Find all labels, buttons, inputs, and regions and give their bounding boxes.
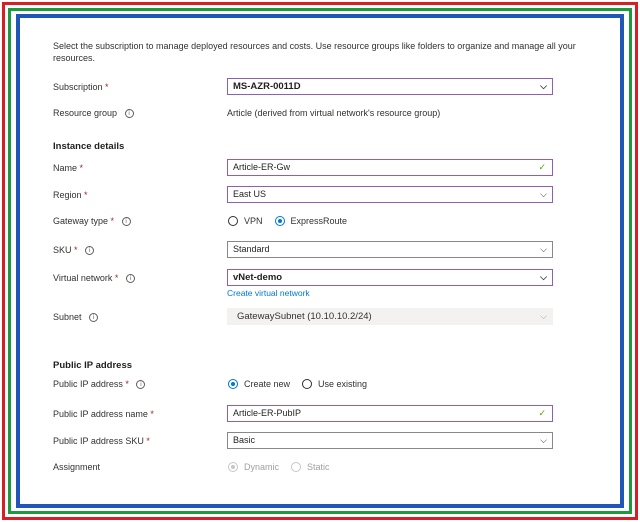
info-icon[interactable]: i — [122, 217, 131, 226]
radio-circle-icon — [228, 216, 238, 226]
subnet-label: Subnet — [53, 312, 82, 322]
region-row — [20, 185, 620, 205]
instance-details-heading: Instance details — [53, 141, 125, 152]
info-icon[interactable]: i — [89, 313, 98, 322]
name-value: Article-ER-Gw — [233, 162, 291, 172]
radio-static — [291, 462, 330, 472]
virtual-network-dropdown[interactable] — [227, 269, 553, 286]
radio-dynamic — [228, 462, 279, 472]
public-ip-name-input[interactable] — [227, 405, 553, 422]
resource-group-label: Resource group — [53, 108, 118, 118]
required-mark: * — [74, 245, 78, 255]
chevron-down-icon: ⌵ — [540, 272, 547, 282]
sku-value: Standard — [233, 244, 270, 254]
public-ip-name-label: Public IP address name — [53, 409, 148, 419]
chevron-down-icon: ⌵ — [540, 435, 547, 445]
required-mark: * — [125, 379, 129, 389]
sku-row — [20, 240, 620, 260]
radio-use-existing[interactable] — [302, 379, 367, 389]
gateway-type-label: Gateway type — [53, 216, 109, 226]
virtual-network-value: vNet-demo — [233, 272, 283, 283]
public-ip-label: Public IP address — [53, 379, 123, 389]
radio-expressroute[interactable] — [275, 216, 348, 226]
assignment-row — [20, 457, 620, 477]
virtual-network-label: Virtual network — [53, 273, 113, 283]
subnet-value: GatewaySubnet (10.10.10.2/24) — [237, 311, 372, 322]
sku-dropdown[interactable] — [227, 241, 553, 258]
public-ip-heading: Public IP address — [53, 360, 133, 371]
virtual-network-row — [20, 268, 620, 288]
public-ip-sku-label: Public IP address SKU — [53, 436, 144, 446]
chevron-down-icon: ⌵ — [540, 244, 547, 254]
public-ip-name-value: Article-ER-PubIP — [233, 408, 302, 418]
public-ip-sku-row — [20, 431, 620, 451]
name-input[interactable] — [227, 159, 553, 176]
name-label: Name — [53, 163, 78, 173]
radio-use-existing-label: Use existing — [318, 379, 368, 389]
info-icon[interactable]: i — [125, 109, 134, 118]
check-icon: ✓ — [538, 162, 546, 172]
radio-circle-icon — [291, 462, 301, 472]
gateway-type-row — [20, 211, 620, 231]
required-mark: * — [114, 273, 119, 283]
subscription-label: Subscription — [53, 82, 103, 92]
radio-selected-icon — [275, 216, 285, 226]
chevron-down-icon: ⌵ — [540, 81, 547, 91]
region-dropdown[interactable] — [227, 186, 553, 203]
public-ip-sku-value: Basic — [233, 435, 256, 445]
info-icon[interactable]: i — [85, 246, 94, 255]
required-mark: * — [105, 82, 109, 92]
name-row — [20, 158, 620, 178]
region-label: Region — [53, 190, 82, 200]
assignment-radio-group — [228, 457, 342, 477]
radio-selected-icon — [228, 462, 238, 472]
radio-vpn[interactable] — [228, 216, 263, 226]
subscription-row — [20, 77, 620, 97]
radio-create-new-label: Create new — [244, 379, 291, 389]
intro-text: Select the subscription to manage deployed resources and costs. Use resource groups like folders to organize and manage all your resources. — [53, 41, 576, 63]
required-mark: * — [150, 409, 154, 419]
radio-expressroute-label: ExpressRoute — [290, 216, 348, 226]
radio-static-label: Static — [307, 462, 330, 472]
required-mark: * — [79, 163, 84, 173]
region-value: East US — [233, 189, 267, 199]
required-mark: * — [146, 436, 150, 446]
public-ip-sku-dropdown[interactable] — [227, 432, 553, 449]
radio-selected-icon — [228, 379, 238, 389]
create-gateway-form — [20, 18, 620, 504]
check-icon: ✓ — [538, 408, 546, 418]
public-ip-row — [20, 374, 620, 394]
info-icon[interactable]: i — [126, 274, 135, 283]
subscription-dropdown[interactable] — [227, 78, 553, 95]
public-ip-name-row — [20, 404, 620, 424]
required-mark: * — [84, 190, 88, 200]
chevron-down-icon: ⌵ — [540, 311, 547, 321]
radio-vpn-label: VPN — [244, 216, 263, 226]
radio-circle-icon — [302, 379, 312, 389]
resource-group-row — [20, 103, 620, 123]
resource-group-value: Article (derived from virtual network's resource group) — [227, 108, 441, 118]
create-virtual-network-link[interactable]: Create virtual network — [227, 288, 310, 298]
required-mark: * — [110, 216, 115, 226]
gateway-type-radio-group — [228, 211, 359, 231]
subnet-dropdown — [227, 308, 553, 325]
assignment-label: Assignment — [53, 462, 101, 472]
chevron-down-icon: ⌵ — [540, 189, 547, 199]
sku-label: SKU — [53, 245, 72, 255]
radio-dynamic-label: Dynamic — [244, 462, 280, 472]
subnet-row — [20, 307, 620, 327]
info-icon[interactable]: i — [136, 380, 145, 389]
subscription-value: MS-AZR-0011D — [233, 81, 301, 92]
radio-create-new[interactable] — [228, 379, 290, 389]
public-ip-radio-group — [228, 374, 379, 394]
